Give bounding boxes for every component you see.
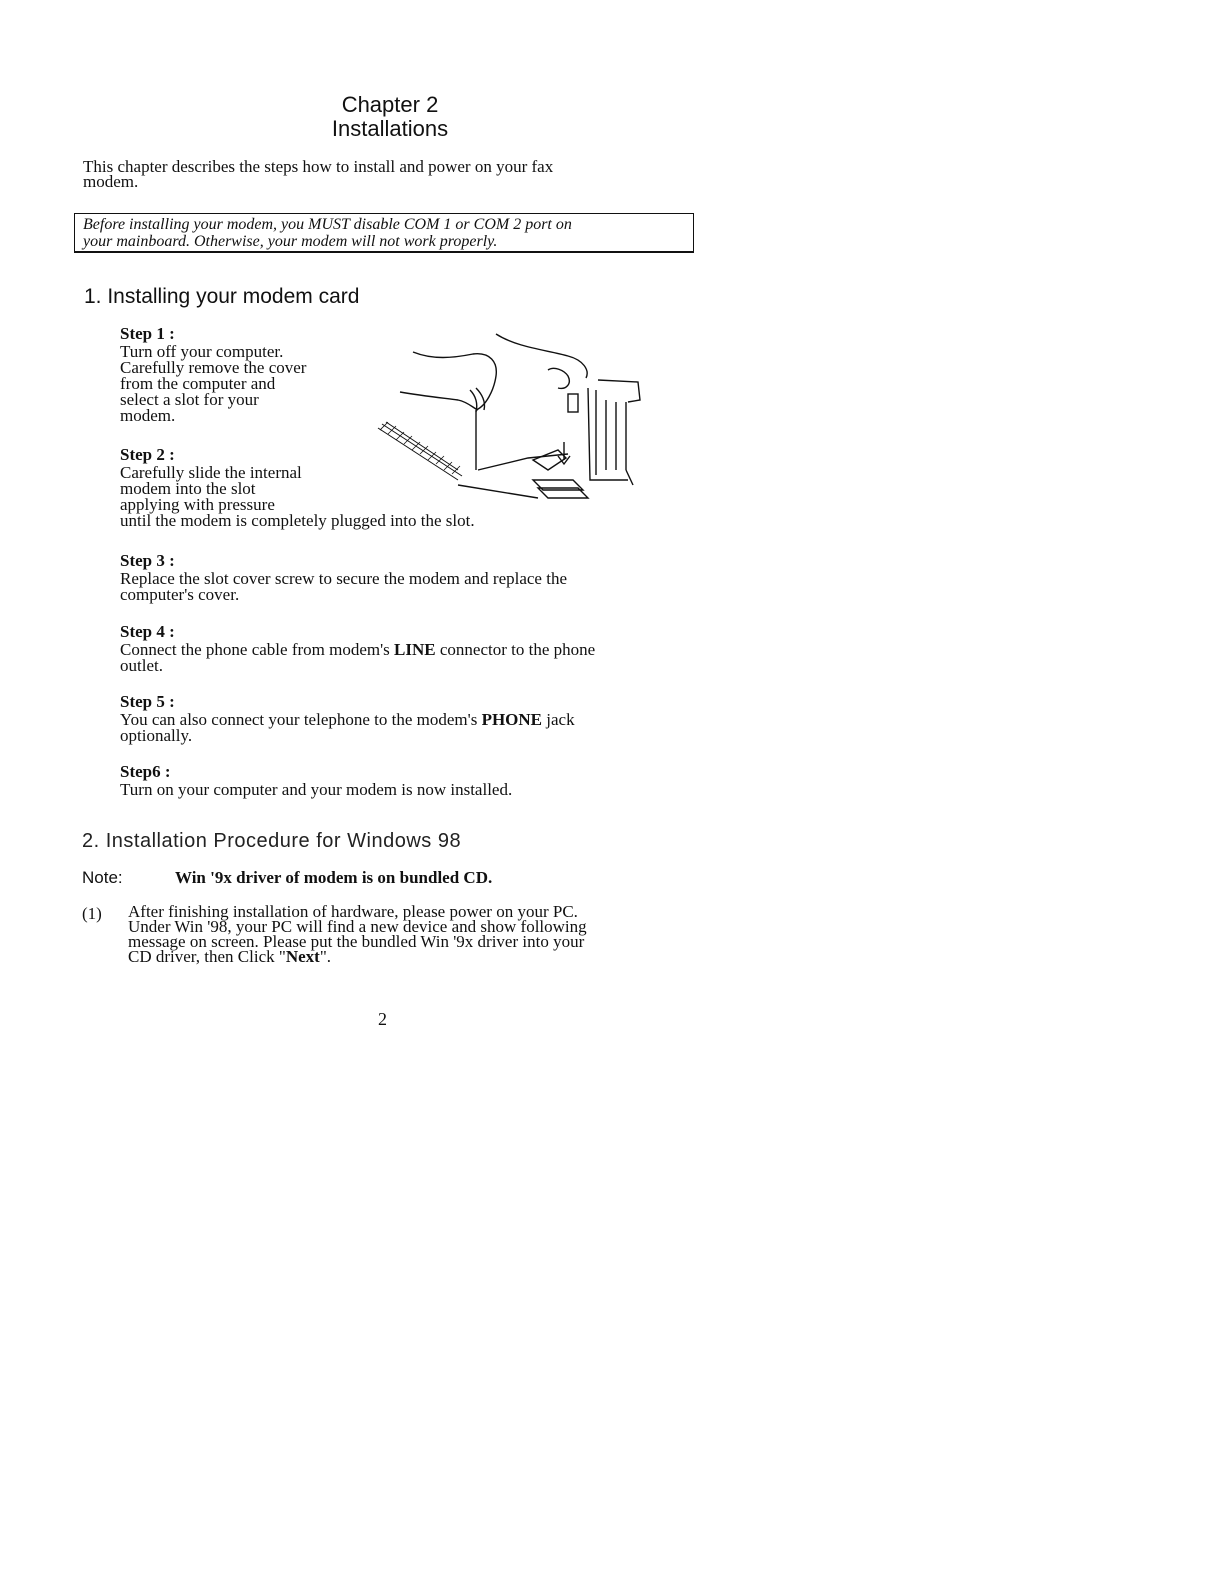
next-button-label: Next — [285, 947, 320, 966]
chapter-label: Chapter 2 — [341, 92, 439, 117]
note-label: Note: — [82, 868, 123, 887]
step-4-text — [120, 642, 595, 674]
step-6-text — [120, 782, 512, 798]
item-last-post: ". — [319, 947, 332, 966]
step-2-line: modem into the slot — [120, 479, 256, 498]
step-2-title: Step 2 : — [120, 445, 175, 464]
step-5-text-pre: You can also connect your telephone to the modem's — [120, 710, 482, 729]
line-connector-label: LINE — [394, 640, 436, 659]
page-number: 2 — [378, 1009, 387, 1029]
step-4-text-pre: Connect the phone cable from modem's — [120, 640, 395, 659]
step-4-title: Step 4 : — [120, 622, 175, 641]
item-line: Under Win '98, your PC will find a new device and show following — [128, 917, 587, 936]
item-number: (1) — [82, 904, 102, 923]
step-5-text-post: jack — [542, 710, 575, 729]
step-4-line-1 — [120, 642, 595, 658]
step-1-line: Carefully remove the cover — [120, 358, 307, 377]
warning-box — [74, 213, 694, 253]
note-text: Win '9x driver of modem is on bundled CD. — [175, 868, 493, 887]
modem-installation-illustration — [358, 330, 648, 510]
step-1-title: Step 1 : — [120, 324, 175, 343]
step-4-line-2: outlet. — [120, 656, 163, 675]
step-6-line: Turn on your computer and your modem is now installed. — [120, 780, 513, 799]
step-1-line: select a slot for your — [120, 390, 259, 409]
item-last-pre: CD driver, then Click " — [128, 947, 286, 966]
step-3-text — [120, 571, 567, 603]
step-5-line-2: optionally. — [120, 726, 193, 745]
step-3-title: Step 3 : — [120, 551, 175, 570]
step-2-line: applying with pressure — [120, 495, 275, 514]
item-1-text — [128, 904, 688, 964]
section-1-heading: 1. Installing your modem card — [84, 285, 360, 308]
warning-line-2: your mainboard. Otherwise, your modem will not work properly. — [83, 233, 498, 250]
step-1-line: modem. — [120, 406, 176, 425]
step-6-title: Step6 : — [120, 762, 171, 781]
item-line: message on screen. Please put the bundled Win '9x driver into your — [128, 932, 585, 951]
step-1-text — [120, 344, 306, 424]
item-line: After finishing installation of hardware, please power on your PC. — [128, 902, 578, 921]
chapter-title: Installations — [331, 116, 449, 141]
step-3-line: computer's cover. — [120, 585, 240, 604]
step-2-line: Carefully slide the internal — [120, 463, 302, 482]
warning-line-1: Before installing your modem, you MUST disable COM 1 or COM 2 port on — [83, 216, 572, 233]
step-1-line: from the computer and — [120, 374, 276, 393]
phone-jack-label: PHONE — [481, 710, 543, 729]
step-4-text-post: connector to the phone — [435, 640, 596, 659]
step-3-line: Replace the slot cover screw to secure the modem and replace the — [120, 569, 567, 588]
step-2-line: until the modem is completely plugged into the slot. — [120, 511, 475, 530]
intro-line-2: modem. — [83, 172, 139, 191]
section-2-heading: 2. Installation Procedure for Windows 98 — [82, 830, 462, 852]
step-5-title: Step 5 : — [120, 692, 175, 711]
step-1-line: Turn off your computer. — [120, 342, 284, 361]
intro-line-1: This chapter describes the steps how to install and power on your fax — [83, 157, 554, 176]
item-line-last — [128, 949, 688, 964]
step-5-text — [120, 712, 575, 744]
